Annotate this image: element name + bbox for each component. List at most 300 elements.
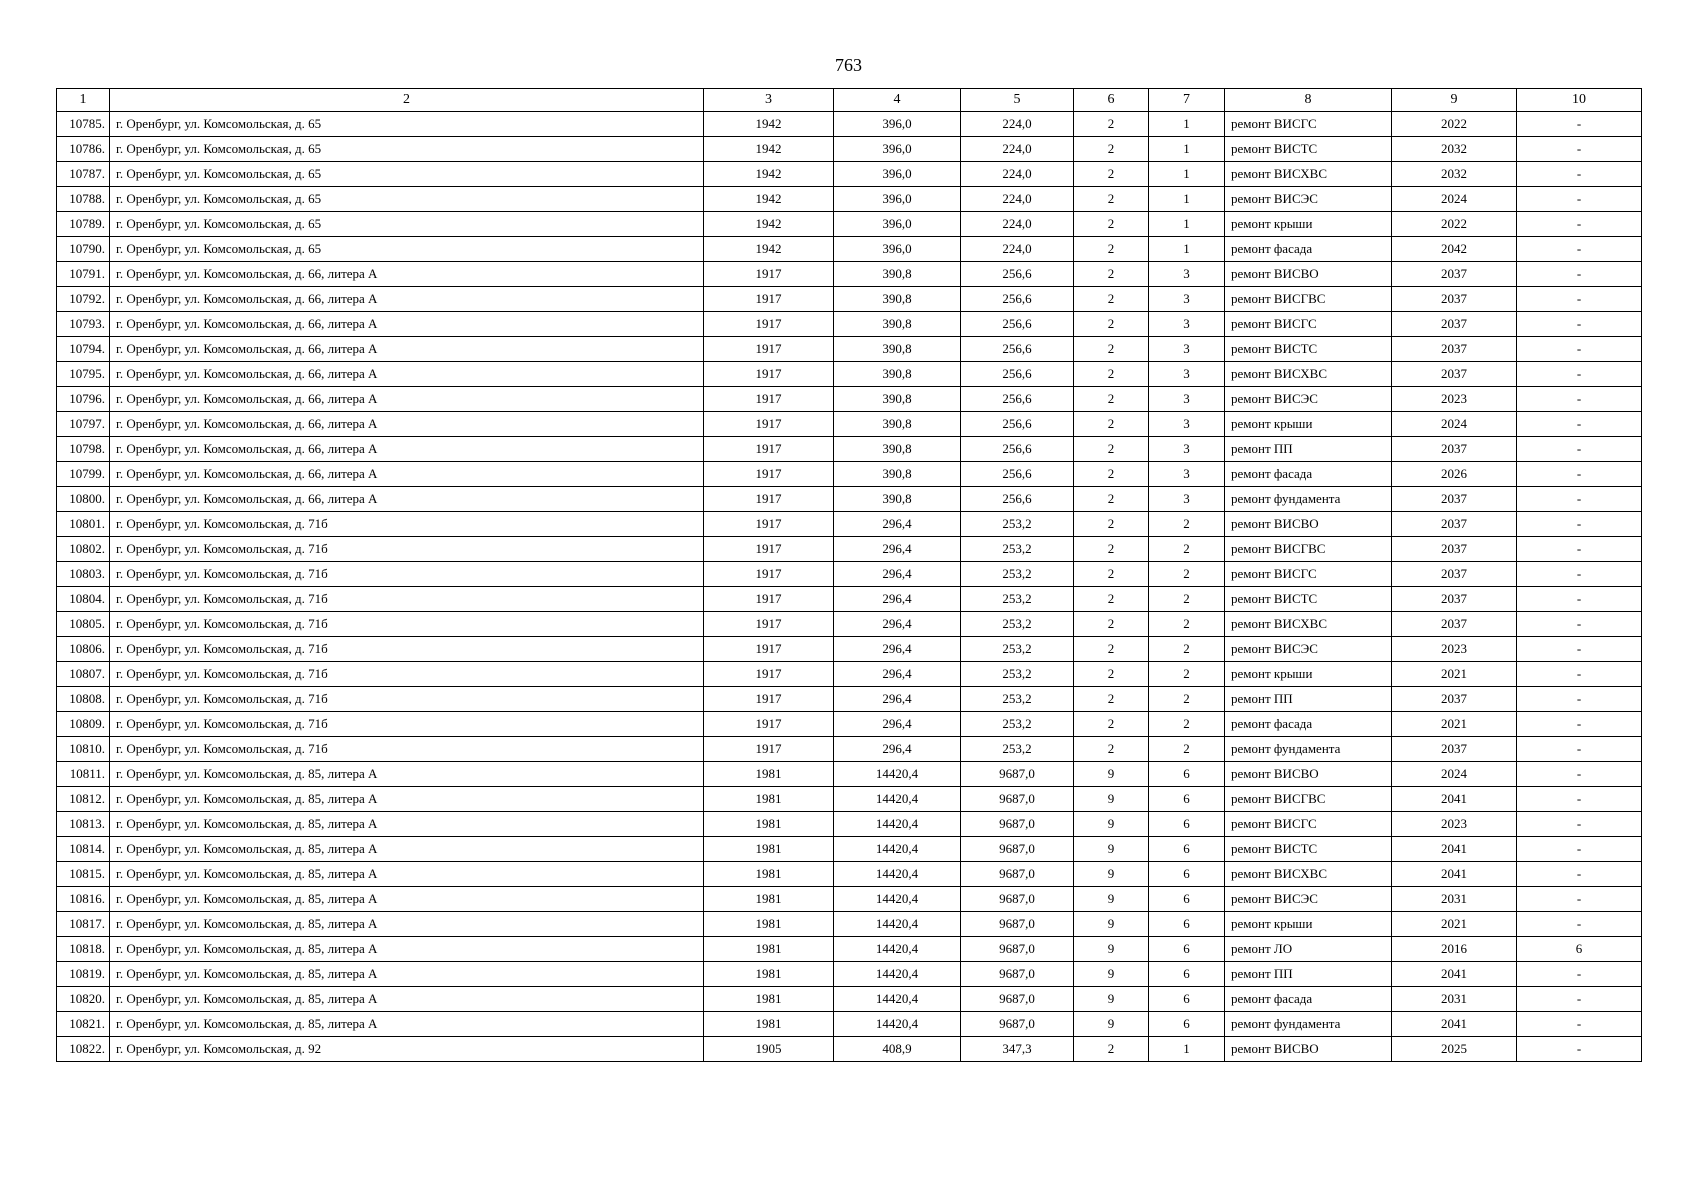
table-cell-col-3: 1917	[704, 737, 834, 762]
table-cell-col-2: г. Оренбург, ул. Комсомольская, д. 66, литера А	[110, 437, 704, 462]
table-cell-col-3: 1917	[704, 362, 834, 387]
table-cell-col-6: 2	[1074, 737, 1149, 762]
table-cell-col-8: ремонт ВИСВО	[1225, 762, 1392, 787]
table-cell-col-4: 14420,4	[834, 762, 961, 787]
table-cell-col-3: 1981	[704, 837, 834, 862]
table-cell-col-8: ремонт фундамента	[1225, 1012, 1392, 1037]
table-cell-col-4: 14420,4	[834, 862, 961, 887]
table-cell-col-8: ремонт ВИСТС	[1225, 837, 1392, 862]
table-cell-col-10: -	[1517, 787, 1642, 812]
table-cell-col-6: 2	[1074, 462, 1149, 487]
table-cell-col-10: -	[1517, 312, 1642, 337]
table-cell-col-4: 390,8	[834, 362, 961, 387]
table-cell-col-8: ремонт крыши	[1225, 212, 1392, 237]
table-cell-col-2: г. Оренбург, ул. Комсомольская, д. 65	[110, 112, 704, 137]
table-row	[57, 562, 1642, 587]
table-cell-col-5: 253,2	[961, 537, 1074, 562]
table-cell-col-6: 2	[1074, 612, 1149, 637]
table-cell-col-2: г. Оренбург, ул. Комсомольская, д. 85, литера А	[110, 937, 704, 962]
table-cell-col-7: 2	[1149, 737, 1225, 762]
page-number: 763	[835, 55, 862, 75]
table-cell-col-8: ремонт ВИСТС	[1225, 587, 1392, 612]
table-cell-col-4: 296,4	[834, 587, 961, 612]
table-cell-col-3: 1917	[704, 612, 834, 637]
table-cell-col-6: 2	[1074, 112, 1149, 137]
table-cell-col-9: 2037	[1392, 512, 1517, 537]
table-cell-col-2: г. Оренбург, ул. Комсомольская, д. 85, литера А	[110, 812, 704, 837]
column-header-4: 4	[834, 89, 961, 112]
table-cell-col-4: 14420,4	[834, 962, 961, 987]
table-cell-col-5: 253,2	[961, 712, 1074, 737]
table-cell-col-8: ремонт фундамента	[1225, 737, 1392, 762]
table-cell-col-8: ремонт ВИСХВС	[1225, 162, 1392, 187]
table-row	[57, 187, 1642, 212]
table-cell-col-8: ремонт ВИСВО	[1225, 1037, 1392, 1062]
column-header-3: 3	[704, 89, 834, 112]
table-cell-col-7: 3	[1149, 337, 1225, 362]
table-cell-col-5: 9687,0	[961, 1012, 1074, 1037]
table-cell-col-3: 1917	[704, 687, 834, 712]
table-cell-col-5: 9687,0	[961, 987, 1074, 1012]
table-row	[57, 687, 1642, 712]
table-row	[57, 487, 1642, 512]
table-cell-col-2: г. Оренбург, ул. Комсомольская, д. 71б	[110, 662, 704, 687]
table-cell-col-7: 6	[1149, 812, 1225, 837]
table-cell-col-8: ремонт ВИСГВС	[1225, 537, 1392, 562]
table-cell-col-1: 10805.	[57, 612, 110, 637]
table-cell-col-6: 9	[1074, 962, 1149, 987]
table-cell-col-3: 1942	[704, 112, 834, 137]
table-cell-col-4: 390,8	[834, 462, 961, 487]
column-header-2: 2	[110, 89, 704, 112]
table-cell-col-6: 2	[1074, 387, 1149, 412]
table-cell-col-4: 390,8	[834, 262, 961, 287]
table-row	[57, 462, 1642, 487]
table-cell-col-6: 2	[1074, 312, 1149, 337]
table-cell-col-6: 2	[1074, 637, 1149, 662]
table-cell-col-4: 396,0	[834, 137, 961, 162]
table-cell-col-2: г. Оренбург, ул. Комсомольская, д. 65	[110, 162, 704, 187]
table-cell-col-2: г. Оренбург, ул. Комсомольская, д. 65	[110, 237, 704, 262]
table-row	[57, 887, 1642, 912]
table-cell-col-1: 10809.	[57, 712, 110, 737]
table-cell-col-2: г. Оренбург, ул. Комсомольская, д. 85, литера А	[110, 837, 704, 862]
table-row	[57, 987, 1642, 1012]
table-cell-col-7: 3	[1149, 387, 1225, 412]
table-cell-col-6: 2	[1074, 587, 1149, 612]
table-cell-col-9: 2021	[1392, 912, 1517, 937]
table-cell-col-7: 6	[1149, 787, 1225, 812]
table-cell-col-1: 10787.	[57, 162, 110, 187]
table-cell-col-4: 396,0	[834, 187, 961, 212]
table-cell-col-8: ремонт ВИСВО	[1225, 262, 1392, 287]
table-cell-col-1: 10821.	[57, 1012, 110, 1037]
table-cell-col-6: 2	[1074, 212, 1149, 237]
table-body	[57, 112, 1642, 1062]
table-cell-col-10: -	[1517, 362, 1642, 387]
table-cell-col-6: 2	[1074, 137, 1149, 162]
table-cell-col-4: 14420,4	[834, 787, 961, 812]
table-cell-col-7: 3	[1149, 462, 1225, 487]
table-cell-col-4: 296,4	[834, 662, 961, 687]
table-cell-col-1: 10815.	[57, 862, 110, 887]
column-header-7: 7	[1149, 89, 1225, 112]
table-cell-col-1: 10794.	[57, 337, 110, 362]
table-cell-col-5: 256,6	[961, 412, 1074, 437]
table-cell-col-9: 2024	[1392, 412, 1517, 437]
table-cell-col-10: -	[1517, 887, 1642, 912]
table-cell-col-9: 2024	[1392, 187, 1517, 212]
table-cell-col-10: -	[1517, 212, 1642, 237]
table-cell-col-2: г. Оренбург, ул. Комсомольская, д. 71б	[110, 512, 704, 537]
table-cell-col-6: 9	[1074, 787, 1149, 812]
table-cell-col-1: 10818.	[57, 937, 110, 962]
table-cell-col-9: 2023	[1392, 387, 1517, 412]
table-cell-col-1: 10817.	[57, 912, 110, 937]
table-cell-col-1: 10791.	[57, 262, 110, 287]
table-cell-col-5: 224,0	[961, 162, 1074, 187]
table-cell-col-2: г. Оренбург, ул. Комсомольская, д. 85, литера А	[110, 962, 704, 987]
table-row	[57, 312, 1642, 337]
table-cell-col-9: 2032	[1392, 162, 1517, 187]
table-cell-col-5: 9687,0	[961, 937, 1074, 962]
table-cell-col-1: 10786.	[57, 137, 110, 162]
table-cell-col-4: 390,8	[834, 337, 961, 362]
table-cell-col-4: 390,8	[834, 387, 961, 412]
table-cell-col-9: 2024	[1392, 762, 1517, 787]
table-cell-col-9: 2037	[1392, 562, 1517, 587]
table-cell-col-1: 10798.	[57, 437, 110, 462]
table-cell-col-8: ремонт ПП	[1225, 687, 1392, 712]
table-cell-col-9: 2016	[1392, 937, 1517, 962]
table-cell-col-2: г. Оренбург, ул. Комсомольская, д. 66, литера А	[110, 362, 704, 387]
table-cell-col-1: 10796.	[57, 387, 110, 412]
table-cell-col-9: 2037	[1392, 537, 1517, 562]
table-cell-col-1: 10797.	[57, 412, 110, 437]
column-header-6: 6	[1074, 89, 1149, 112]
table-row	[57, 412, 1642, 437]
table-cell-col-9: 2037	[1392, 737, 1517, 762]
table-cell-col-6: 2	[1074, 712, 1149, 737]
table-cell-col-3: 1942	[704, 237, 834, 262]
table-row	[57, 237, 1642, 262]
table-cell-col-7: 2	[1149, 662, 1225, 687]
table-cell-col-4: 296,4	[834, 687, 961, 712]
table-cell-col-9: 2037	[1392, 587, 1517, 612]
table-cell-col-10: -	[1517, 662, 1642, 687]
header-row	[57, 89, 1642, 112]
table-cell-col-3: 1917	[704, 312, 834, 337]
table-cell-col-5: 256,6	[961, 362, 1074, 387]
table-cell-col-9: 2022	[1392, 212, 1517, 237]
table-cell-col-10: -	[1517, 137, 1642, 162]
table-cell-col-3: 1981	[704, 887, 834, 912]
table-row	[57, 437, 1642, 462]
table-cell-col-8: ремонт крыши	[1225, 662, 1392, 687]
table-row	[57, 337, 1642, 362]
table-cell-col-9: 2022	[1392, 112, 1517, 137]
table-cell-col-2: г. Оренбург, ул. Комсомольская, д. 85, литера А	[110, 862, 704, 887]
table-cell-col-3: 1905	[704, 1037, 834, 1062]
table-cell-col-6: 2	[1074, 662, 1149, 687]
table-cell-col-6: 2	[1074, 687, 1149, 712]
table-cell-col-3: 1981	[704, 812, 834, 837]
table-cell-col-3: 1917	[704, 337, 834, 362]
table-row	[57, 137, 1642, 162]
table-cell-col-4: 14420,4	[834, 887, 961, 912]
table-cell-col-7: 2	[1149, 687, 1225, 712]
table-cell-col-3: 1917	[704, 387, 834, 412]
table-cell-col-1: 10804.	[57, 587, 110, 612]
table-cell-col-1: 10792.	[57, 287, 110, 312]
table-cell-col-8: ремонт фасада	[1225, 462, 1392, 487]
table-cell-col-2: г. Оренбург, ул. Комсомольская, д. 66, литера А	[110, 412, 704, 437]
table-cell-col-9: 2032	[1392, 137, 1517, 162]
table-cell-col-10: -	[1517, 737, 1642, 762]
table-cell-col-9: 2041	[1392, 1012, 1517, 1037]
table-cell-col-1: 10808.	[57, 687, 110, 712]
table-cell-col-10: -	[1517, 162, 1642, 187]
table-cell-col-9: 2037	[1392, 362, 1517, 387]
table-cell-col-10: -	[1517, 987, 1642, 1012]
table-cell-col-7: 3	[1149, 312, 1225, 337]
table-cell-col-1: 10807.	[57, 662, 110, 687]
table-cell-col-8: ремонт ВИСЭС	[1225, 187, 1392, 212]
table-cell-col-7: 6	[1149, 912, 1225, 937]
table-cell-col-5: 253,2	[961, 587, 1074, 612]
table-cell-col-3: 1917	[704, 712, 834, 737]
table-row	[57, 937, 1642, 962]
table-cell-col-4: 396,0	[834, 212, 961, 237]
table-cell-col-9: 2041	[1392, 862, 1517, 887]
table-cell-col-1: 10789.	[57, 212, 110, 237]
table-cell-col-9: 2037	[1392, 687, 1517, 712]
table-cell-col-6: 9	[1074, 1012, 1149, 1037]
table-cell-col-7: 6	[1149, 762, 1225, 787]
table-cell-col-7: 1	[1149, 237, 1225, 262]
table-cell-col-2: г. Оренбург, ул. Комсомольская, д. 71б	[110, 637, 704, 662]
table-cell-col-5: 9687,0	[961, 812, 1074, 837]
table-cell-col-7: 2	[1149, 612, 1225, 637]
table-cell-col-8: ремонт ВИСХВС	[1225, 612, 1392, 637]
table-cell-col-4: 390,8	[834, 287, 961, 312]
table-row	[57, 587, 1642, 612]
table-cell-col-5: 224,0	[961, 112, 1074, 137]
table-cell-col-6: 9	[1074, 762, 1149, 787]
table-cell-col-10: -	[1517, 687, 1642, 712]
table-cell-col-6: 9	[1074, 912, 1149, 937]
table-cell-col-4: 296,4	[834, 712, 961, 737]
table-cell-col-2: г. Оренбург, ул. Комсомольская, д. 65	[110, 137, 704, 162]
column-header-1: 1	[57, 89, 110, 112]
table-cell-col-9: 2037	[1392, 612, 1517, 637]
table-cell-col-3: 1917	[704, 512, 834, 537]
table-cell-col-5: 224,0	[961, 212, 1074, 237]
table-cell-col-6: 2	[1074, 287, 1149, 312]
table-cell-col-3: 1981	[704, 762, 834, 787]
table-cell-col-6: 9	[1074, 937, 1149, 962]
table-cell-col-7: 1	[1149, 137, 1225, 162]
table-cell-col-7: 6	[1149, 962, 1225, 987]
table-row	[57, 812, 1642, 837]
table-cell-col-7: 6	[1149, 887, 1225, 912]
table-cell-col-9: 2031	[1392, 987, 1517, 1012]
table-row	[57, 537, 1642, 562]
column-header-10: 10	[1517, 89, 1642, 112]
table-cell-col-5: 9687,0	[961, 862, 1074, 887]
table-cell-col-7: 2	[1149, 537, 1225, 562]
table-cell-col-7: 1	[1149, 187, 1225, 212]
table-row	[57, 212, 1642, 237]
table-cell-col-2: г. Оренбург, ул. Комсомольская, д. 66, литера А	[110, 337, 704, 362]
table-cell-col-4: 390,8	[834, 437, 961, 462]
table-cell-col-7: 1	[1149, 212, 1225, 237]
table-cell-col-10: -	[1517, 912, 1642, 937]
table-row	[57, 862, 1642, 887]
table-cell-col-10: -	[1517, 862, 1642, 887]
table-cell-col-3: 1981	[704, 862, 834, 887]
table-cell-col-7: 6	[1149, 837, 1225, 862]
table-cell-col-2: г. Оренбург, ул. Комсомольская, д. 71б	[110, 712, 704, 737]
table-cell-col-10: -	[1517, 562, 1642, 587]
table-cell-col-7: 3	[1149, 287, 1225, 312]
table-cell-col-5: 256,6	[961, 437, 1074, 462]
table-cell-col-1: 10814.	[57, 837, 110, 862]
table-cell-col-2: г. Оренбург, ул. Комсомольская, д. 66, литера А	[110, 487, 704, 512]
table-cell-col-5: 256,6	[961, 462, 1074, 487]
table-cell-col-10: -	[1517, 512, 1642, 537]
table-cell-col-4: 396,0	[834, 112, 961, 137]
table-cell-col-2: г. Оренбург, ул. Комсомольская, д. 85, литера А	[110, 787, 704, 812]
table-cell-col-9: 2037	[1392, 337, 1517, 362]
table-cell-col-6: 2	[1074, 437, 1149, 462]
column-header-9: 9	[1392, 89, 1517, 112]
table-cell-col-2: г. Оренбург, ул. Комсомольская, д. 71б	[110, 687, 704, 712]
table-cell-col-5: 253,2	[961, 737, 1074, 762]
table-row	[57, 612, 1642, 637]
table-cell-col-8: ремонт фасада	[1225, 237, 1392, 262]
table-cell-col-2: г. Оренбург, ул. Комсомольская, д. 85, литера А	[110, 987, 704, 1012]
table-cell-col-5: 253,2	[961, 612, 1074, 637]
table-cell-col-10: -	[1517, 612, 1642, 637]
table-row	[57, 287, 1642, 312]
table-cell-col-7: 6	[1149, 1012, 1225, 1037]
table-cell-col-7: 2	[1149, 712, 1225, 737]
table-cell-col-1: 10790.	[57, 237, 110, 262]
table-cell-col-9: 2041	[1392, 787, 1517, 812]
table-cell-col-6: 2	[1074, 487, 1149, 512]
table-cell-col-10: -	[1517, 762, 1642, 787]
table-cell-col-3: 1917	[704, 662, 834, 687]
table-cell-col-8: ремонт ЛО	[1225, 937, 1392, 962]
table-cell-col-10: -	[1517, 337, 1642, 362]
table-cell-col-3: 1981	[704, 912, 834, 937]
table-cell-col-6: 2	[1074, 162, 1149, 187]
table-cell-col-6: 9	[1074, 812, 1149, 837]
table-cell-col-5: 253,2	[961, 637, 1074, 662]
table-cell-col-1: 10800.	[57, 487, 110, 512]
table-cell-col-4: 296,4	[834, 537, 961, 562]
table-cell-col-3: 1942	[704, 162, 834, 187]
table-cell-col-7: 6	[1149, 862, 1225, 887]
table-cell-col-4: 296,4	[834, 637, 961, 662]
table-cell-col-5: 256,6	[961, 287, 1074, 312]
table-cell-col-10: -	[1517, 237, 1642, 262]
table-row	[57, 837, 1642, 862]
table-cell-col-4: 296,4	[834, 612, 961, 637]
table-cell-col-2: г. Оренбург, ул. Комсомольская, д. 85, литера А	[110, 1012, 704, 1037]
table-cell-col-8: ремонт ПП	[1225, 962, 1392, 987]
table-cell-col-6: 2	[1074, 262, 1149, 287]
table-cell-col-4: 296,4	[834, 562, 961, 587]
table-row	[57, 662, 1642, 687]
table-cell-col-5: 224,0	[961, 187, 1074, 212]
table-cell-col-5: 256,6	[961, 487, 1074, 512]
table-cell-col-8: ремонт ВИСГВС	[1225, 287, 1392, 312]
table-cell-col-3: 1942	[704, 187, 834, 212]
table-cell-col-10: -	[1517, 812, 1642, 837]
table-cell-col-3: 1917	[704, 262, 834, 287]
table-cell-col-4: 14420,4	[834, 812, 961, 837]
table-cell-col-3: 1917	[704, 637, 834, 662]
table-cell-col-1: 10793.	[57, 312, 110, 337]
table-cell-col-5: 256,6	[961, 337, 1074, 362]
table-cell-col-5: 9687,0	[961, 912, 1074, 937]
table-cell-col-6: 2	[1074, 412, 1149, 437]
table-cell-col-9: 2026	[1392, 462, 1517, 487]
table-cell-col-2: г. Оренбург, ул. Комсомольская, д. 66, литера А	[110, 387, 704, 412]
table-cell-col-4: 14420,4	[834, 837, 961, 862]
table-cell-col-9: 2023	[1392, 637, 1517, 662]
table-cell-col-8: ремонт ВИСГВС	[1225, 787, 1392, 812]
table-cell-col-9: 2023	[1392, 812, 1517, 837]
table-cell-col-10: -	[1517, 537, 1642, 562]
table-cell-col-5: 9687,0	[961, 787, 1074, 812]
table-cell-col-4: 14420,4	[834, 1012, 961, 1037]
table-cell-col-2: г. Оренбург, ул. Комсомольская, д. 66, литера А	[110, 287, 704, 312]
table-cell-col-3: 1917	[704, 437, 834, 462]
table-cell-col-5: 9687,0	[961, 887, 1074, 912]
table-cell-col-8: ремонт ВИСГС	[1225, 812, 1392, 837]
table-cell-col-2: г. Оренбург, ул. Комсомольская, д. 85, литера А	[110, 912, 704, 937]
table-cell-col-5: 9687,0	[961, 762, 1074, 787]
table-cell-col-4: 296,4	[834, 737, 961, 762]
table-cell-col-10: -	[1517, 462, 1642, 487]
table-cell-col-9: 2021	[1392, 712, 1517, 737]
table-cell-col-3: 1917	[704, 562, 834, 587]
table-cell-col-6: 2	[1074, 237, 1149, 262]
table-row	[57, 512, 1642, 537]
table-cell-col-7: 6	[1149, 987, 1225, 1012]
table-row	[57, 387, 1642, 412]
table-cell-col-8: ремонт ВИСГС	[1225, 562, 1392, 587]
table-cell-col-3: 1981	[704, 962, 834, 987]
table-cell-col-6: 2	[1074, 187, 1149, 212]
table-cell-col-3: 1981	[704, 787, 834, 812]
table-cell-col-8: ремонт ВИСГС	[1225, 112, 1392, 137]
table-cell-col-4: 390,8	[834, 312, 961, 337]
table-cell-col-4: 14420,4	[834, 912, 961, 937]
table-cell-col-8: ремонт ВИСХВС	[1225, 862, 1392, 887]
table-cell-col-8: ремонт крыши	[1225, 912, 1392, 937]
table-cell-col-4: 396,0	[834, 162, 961, 187]
table-cell-col-3: 1981	[704, 1012, 834, 1037]
table-cell-col-4: 14420,4	[834, 987, 961, 1012]
table-cell-col-10: -	[1517, 112, 1642, 137]
table-cell-col-5: 224,0	[961, 237, 1074, 262]
table-cell-col-9: 2021	[1392, 662, 1517, 687]
table-cell-col-10: 6	[1517, 937, 1642, 962]
